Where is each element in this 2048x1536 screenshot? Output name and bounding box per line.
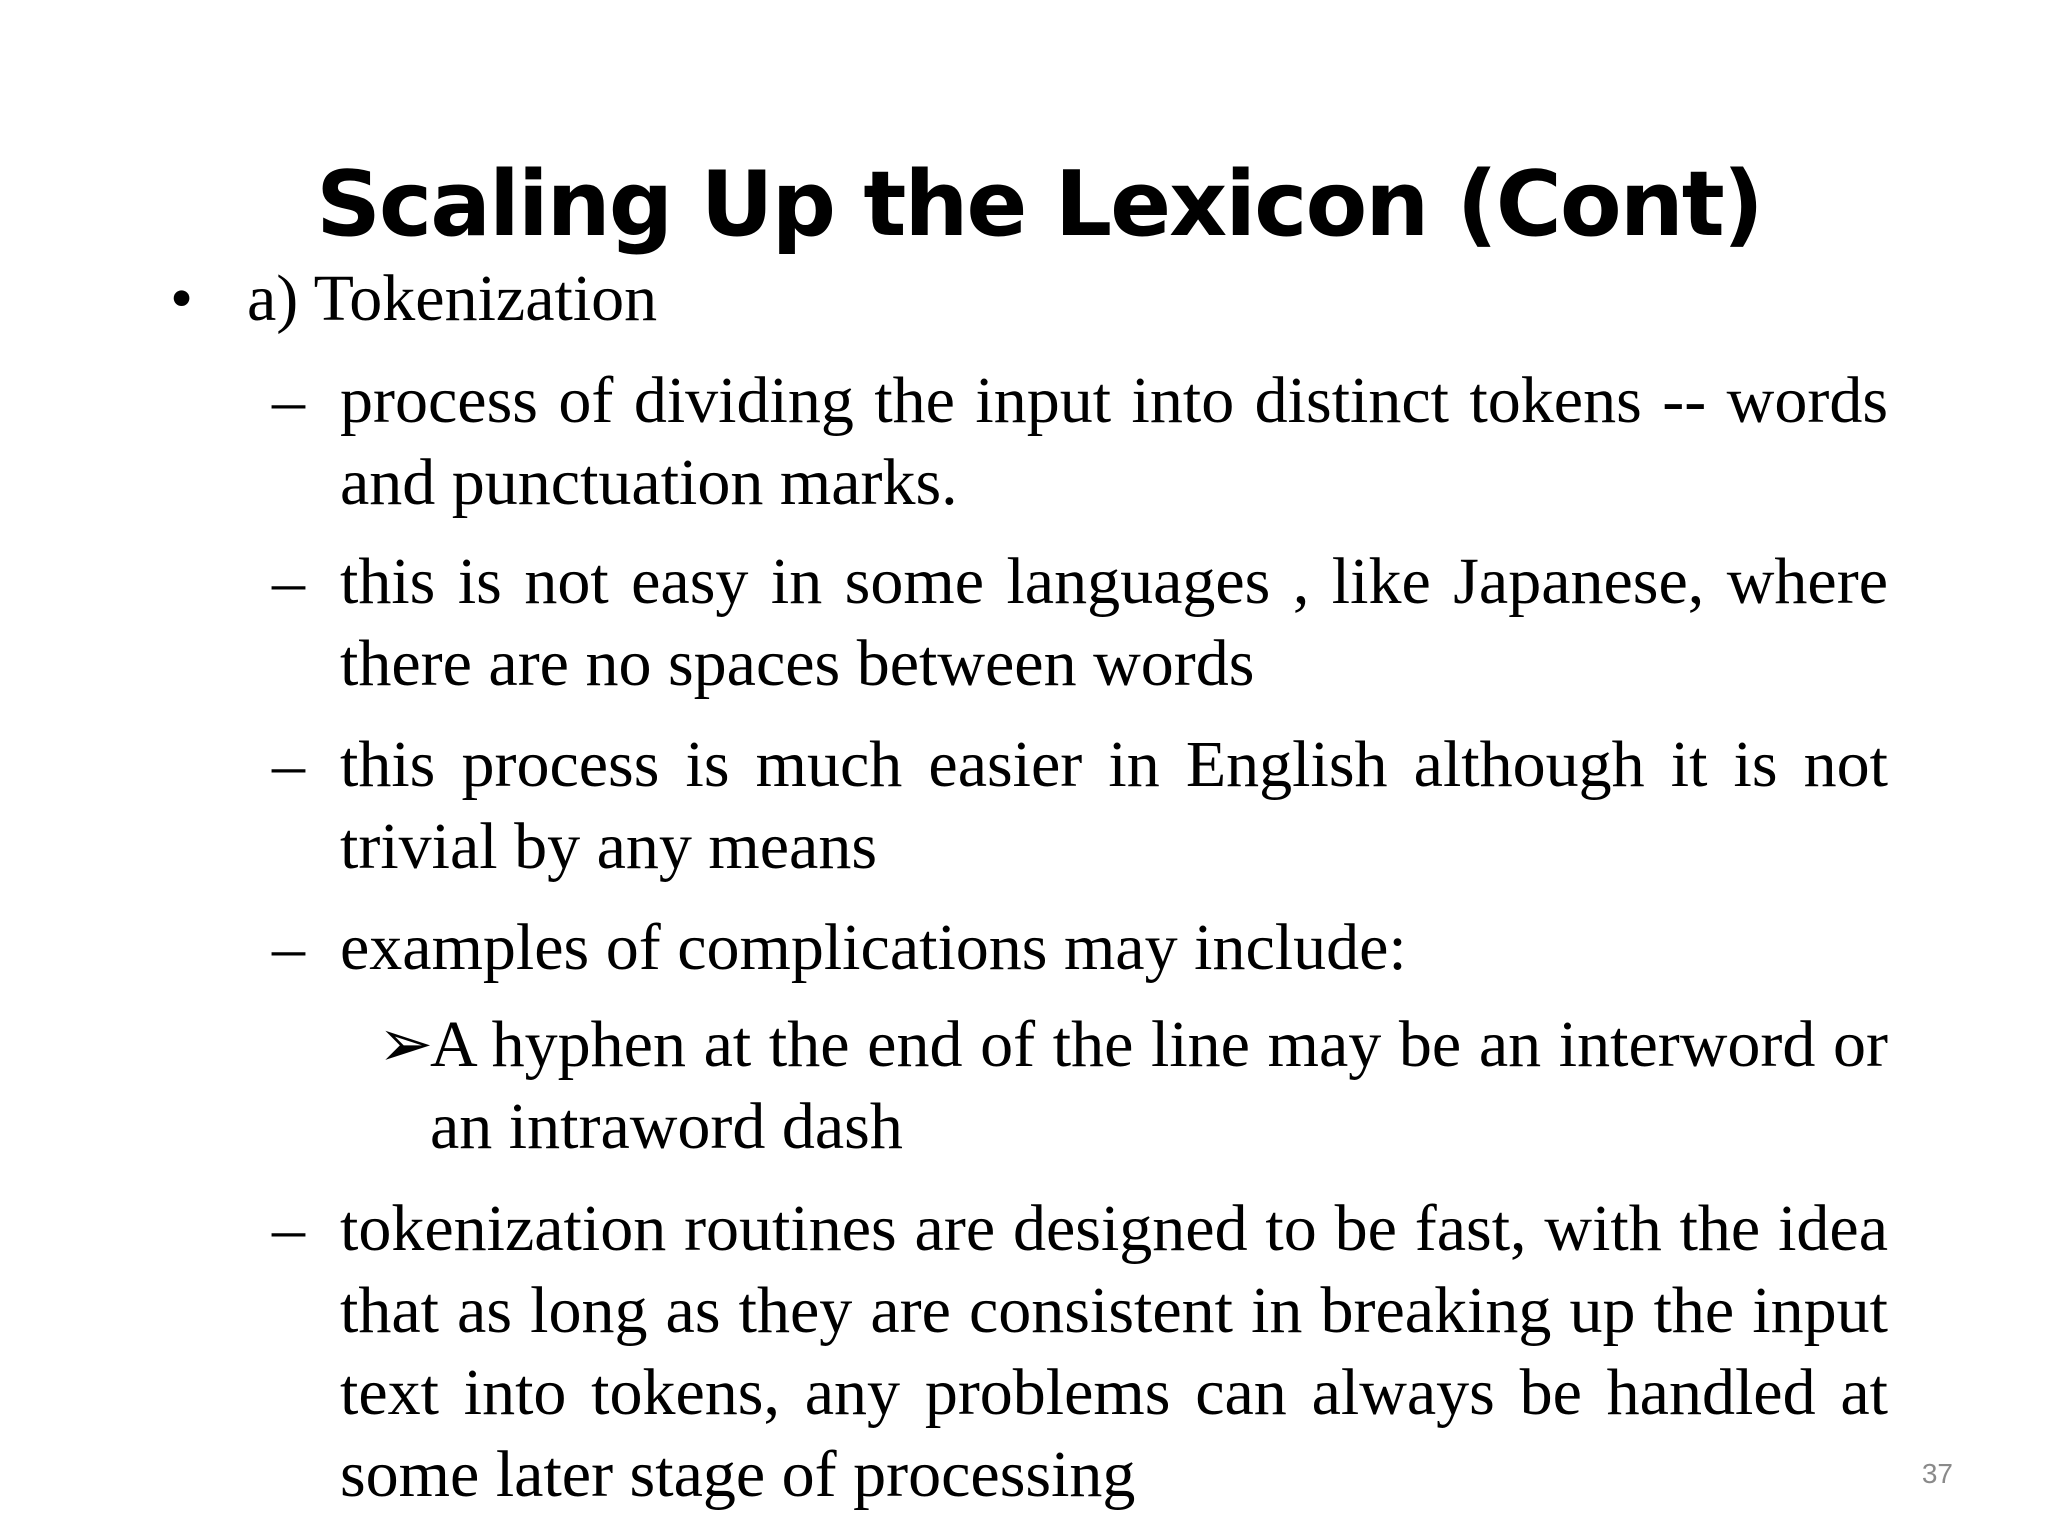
sub-bullet-text: tokenization routines are designed to be fast, with the idea that as long as they are consistent in breaking up the input text into tokens, any problems can always be handled at some later stage of processing (340, 1192, 1888, 1511)
bullet-dot-icon: • (170, 262, 194, 335)
sub-bullet-text: this process is much easier in English although it is not trivial by any means (340, 728, 1888, 883)
arrow-bullet-icon: ➢ (378, 1008, 434, 1081)
sub-sub-bullet-text: A hyphen at the end of the line may be an interword or an intraword dash (430, 1008, 1888, 1163)
dash-icon: – (272, 1192, 305, 1265)
sub-bullet-text: examples of complications may include: (340, 911, 1407, 984)
slide-title: Scaling Up the Lexicon (Cont) (316, 152, 1762, 257)
dash-icon: – (272, 911, 305, 984)
bullet-text: a) Tokenization (247, 262, 658, 335)
sub-bullet-text: process of dividing the input into distinct tokens -- words and punctuation marks. (340, 364, 1888, 519)
dash-icon: – (272, 545, 305, 618)
dash-icon: – (272, 364, 305, 437)
sub-bullet-text: this is not easy in some languages , like Japanese, where there are no spaces between words (340, 545, 1888, 700)
bullet-tokenization (0, 258, 2048, 340)
dash-icon: – (272, 728, 305, 801)
page-number: 37 (1921, 1458, 1953, 1489)
